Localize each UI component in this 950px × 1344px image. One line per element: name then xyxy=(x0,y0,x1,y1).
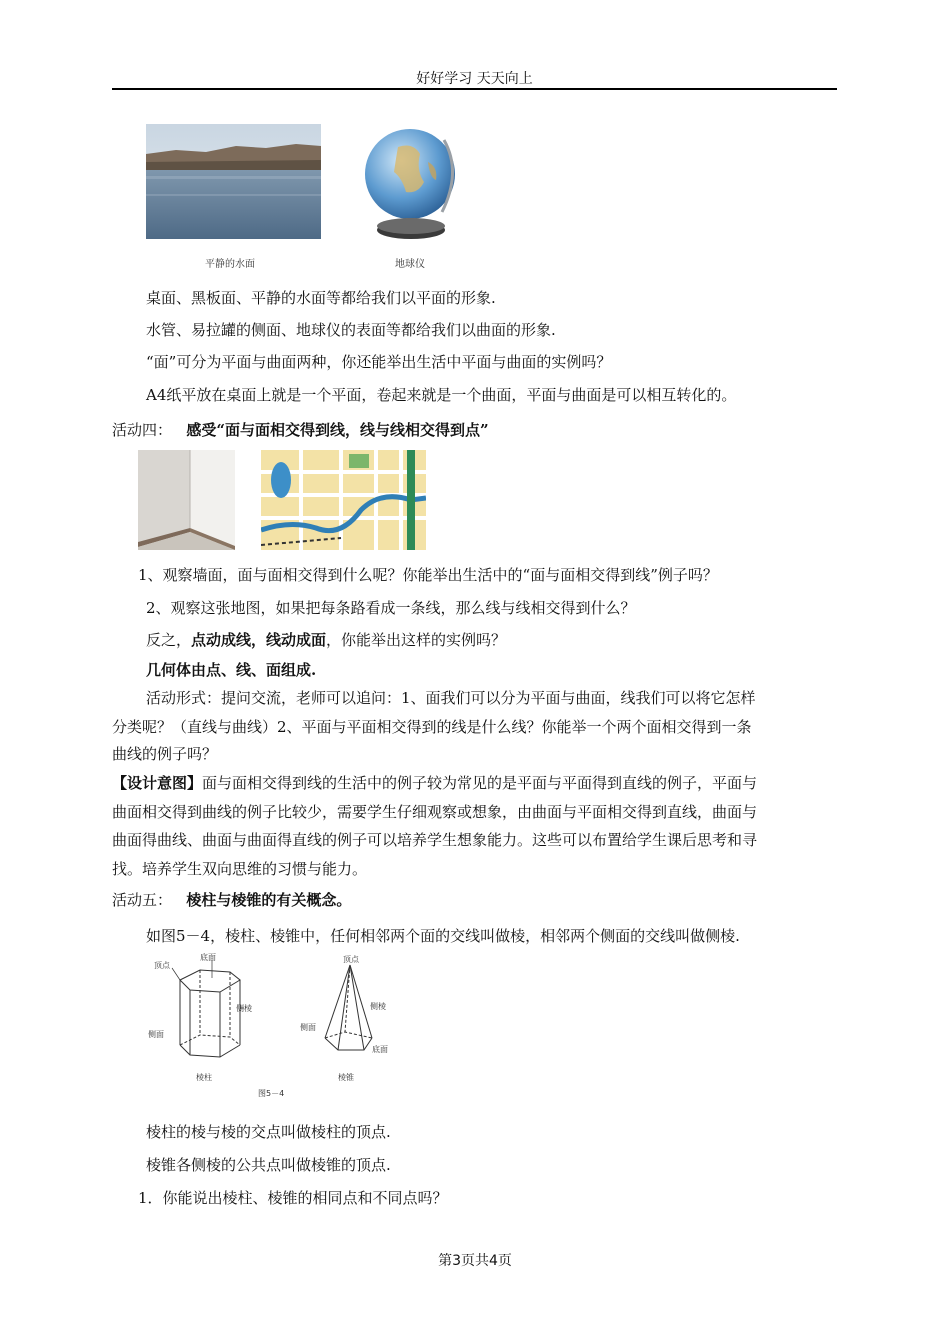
paragraph-curved-examples: 水管、易拉罐的侧面、地球仪的表面等都给我们以曲面的形象. xyxy=(146,321,556,339)
pyramid-edge-label: 侧棱 xyxy=(370,1002,386,1011)
motion-bold: 点动成线，线动成面 xyxy=(191,631,327,649)
question-compare: 1．你能说出棱柱、棱锥的相同点和不同点吗？ xyxy=(138,1189,448,1207)
design-intent-line1 xyxy=(112,773,757,793)
prism-face-label: 侧面 xyxy=(148,1030,164,1039)
page-header: 好好学习 天天向上 xyxy=(416,71,533,87)
street-map-image xyxy=(261,450,426,550)
prism-vertex-label: 顶点 xyxy=(154,961,170,970)
header-rule xyxy=(112,88,837,90)
design-intent-line4: 找。培养学生双向思维的习惯与能力。 xyxy=(112,860,368,878)
paragraph-motion xyxy=(146,630,506,650)
motion-prefix: 反之， xyxy=(146,631,192,649)
page-footer: 第3页共4页 xyxy=(438,1253,512,1269)
globe-caption: 地球仪 xyxy=(395,259,425,270)
paragraph-surface-types: “面”可分为平面与曲面两种，你还能举出生活中平面与曲面的实例吗？ xyxy=(146,353,612,371)
prism-top-label: 底面 xyxy=(200,953,216,962)
pyramid-name-label: 棱锥 xyxy=(338,1073,354,1082)
design-intent-label: 【设计意图】 xyxy=(112,774,203,792)
activity-four-label: 活动四： xyxy=(112,421,173,439)
activity-four-title: 感受“面与面相交得到线，线与线相交得到点” xyxy=(186,421,489,439)
calm-water-image xyxy=(146,124,321,239)
activity-five-title: 棱柱与棱锥的有关概念。 xyxy=(186,891,352,909)
paragraph-plane-examples: 桌面、黑板面、平静的水面等都给我们以平面的形象. xyxy=(146,289,496,307)
pyramid-base-label: 底面 xyxy=(372,1045,388,1054)
pyramid-vertex-label: 顶点 xyxy=(343,955,359,964)
activity-form-line2: 分类呢？（直线与曲线）2、平面与平面相交得到的线是什么线？你能举一个两个面相交得到一条 xyxy=(112,718,752,736)
globe-image xyxy=(358,122,468,242)
paragraph-prism-vertex: 棱柱的棱与棱的交点叫做棱柱的顶点. xyxy=(146,1123,391,1141)
activity-five-heading xyxy=(112,890,351,910)
figure-caption: 图5－4 xyxy=(258,1089,285,1098)
design-intent-line3: 曲面得曲线、曲面与曲面得直线的例子可以培养学生想象能力。这些可以布置给学生课后思考和寻 xyxy=(112,831,758,849)
design-intent-text: 面与面相交得到线的生活中的例子较为常见的是平面与平面得到直线的例子，平面与 xyxy=(202,774,758,792)
wall-corner-image xyxy=(138,450,235,550)
activity-four-heading xyxy=(112,420,489,440)
paragraph-a4-paper: A4纸平放在桌面上就是一个平面，卷起来就是一个曲面，平面与曲面是可以相互转化的。 xyxy=(146,386,737,404)
water-caption: 平静的水面 xyxy=(205,259,255,270)
pyramid-diagram xyxy=(325,965,372,1050)
design-intent-line2: 曲面相交得到曲线的例子比较少，需要学生仔细观察或想象，由曲面与平面相交得到直线，曲面与 xyxy=(112,803,758,821)
motion-suffix: ，你能举出这样的实例吗？ xyxy=(326,631,507,649)
activity-form-line3: 曲线的例子吗？ xyxy=(112,745,218,763)
prism-diagram xyxy=(172,960,244,1057)
figure-prism-pyramid xyxy=(140,950,400,1100)
question-wall-intersection: 1、观察墙面，面与面相交得到什么呢？你能举出生活中的“面与面相交得到线”例子吗？ xyxy=(138,566,718,584)
activity-five-label: 活动五： xyxy=(112,891,173,909)
paragraph-pyramid-vertex: 棱锥各侧棱的公共点叫做棱锥的顶点. xyxy=(146,1156,391,1174)
prism-name-label: 棱柱 xyxy=(196,1073,212,1082)
activity-form-line1: 活动形式：提问交流，老师可以追问：1、面我们可以分为平面与曲面，线我们可以将它怎样 xyxy=(146,689,756,707)
question-map-roads: 2、观察这张地图，如果把每条路看成一条线，那么线与线相交得到什么？ xyxy=(146,599,636,617)
paragraph-solid-composition: 几何体由点、线、面组成. xyxy=(146,661,317,679)
prism-edge-label: 侧棱 xyxy=(236,1004,252,1013)
pyramid-face-label: 侧面 xyxy=(300,1023,316,1032)
paragraph-edge-definition: 如图5－4，棱柱、棱锥中，任何相邻两个面的交线叫做棱，相邻两个侧面的交线叫做侧棱. xyxy=(146,927,740,945)
